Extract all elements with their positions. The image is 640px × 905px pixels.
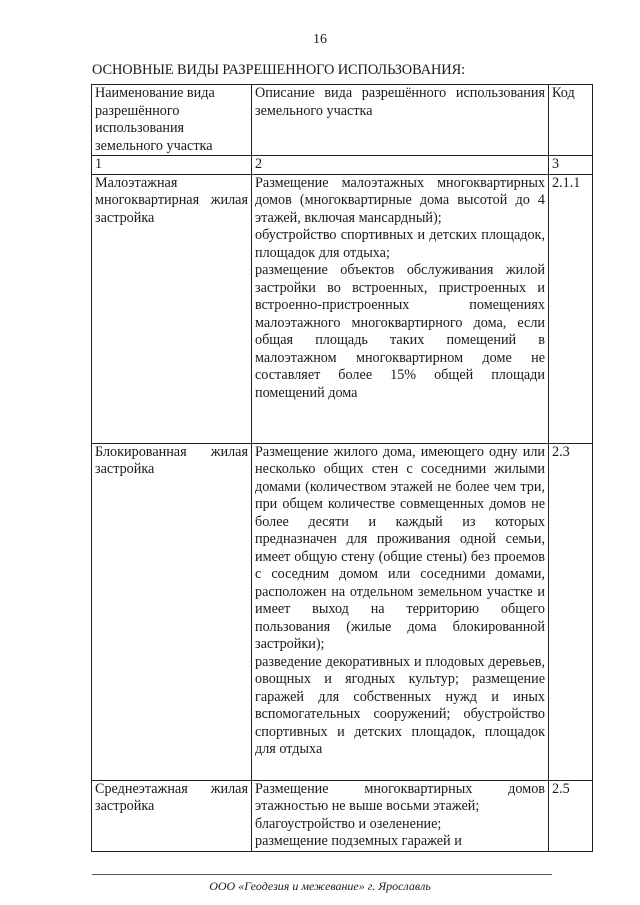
footer-divider [92, 874, 552, 875]
table-row [92, 174, 593, 443]
numbering-cell: 1 [92, 156, 252, 175]
description-paragraph: размещение объектов обслуживания жилой застройки во встроенных, пристроенных и встроенно-пристроенных помещениях малоэтажного многоквартирного дома, если общая площадь таких помещений в малоэтажном многоквартирном доме не составляет более 15% общей площади помещений дома [255, 262, 545, 401]
numbering-cell: 3 [549, 156, 593, 175]
description-paragraph: благоустройство и озеленение; [255, 815, 442, 832]
use-name-cell: Среднеэтажная жилая застройка [92, 780, 252, 851]
land-use-table [91, 84, 593, 852]
description-paragraph: Размещение малоэтажных многоквартирных домов (многоквартирные дома высотой до 4 этажей, включая мансардный); [255, 174, 545, 226]
table-row [92, 443, 593, 780]
table-numbering-row [92, 156, 593, 175]
header-code-cell: Код [549, 85, 593, 156]
use-description-cell [252, 780, 549, 851]
use-code-cell: 2.5 [549, 780, 593, 851]
header-name-cell: Наименование вида разрешённого использования земельного участка [92, 85, 252, 156]
use-code-cell: 2.3 [549, 443, 593, 780]
description-paragraph: Размещение жилого дома, имеющего одну или несколько общих стен с соседними жилыми домами (количеством этажей не более чем три, при общем количестве совмещенных домов не более десяти и каждый из которых предназначен для проживания одной семьи, имеет общую стену (общие стены) без проемов с соседним домом или соседними домами, расположен на отдельном земельном участке и имеет выход на территорию общего пользования (жилые дома блокированной застройки); [255, 443, 545, 652]
page-footer: ООО «Геодезия и межевание» г. Ярославль [209, 879, 431, 893]
use-code-cell: 2.1.1 [549, 174, 593, 443]
use-description-cell [252, 443, 549, 780]
description-paragraph: размещение подземных гаражей и [255, 833, 462, 849]
header-description-cell: Описание вида разрешённого использования земельного участка [252, 85, 549, 156]
use-name-cell: Малоэтажная многоквартирная жилая застройка [92, 174, 252, 443]
table-row [92, 780, 593, 851]
description-paragraph: обустройство спортивных и детских площадок, площадок для отдыха; [255, 227, 545, 261]
use-name-cell: Блокированная жилая застройка [92, 443, 252, 780]
numbering-cell: 2 [252, 156, 549, 175]
use-description-cell [252, 174, 549, 443]
section-heading: ОСНОВНЫЕ ВИДЫ РАЗРЕШЕННОГО ИСПОЛЬЗОВАНИЯ: [92, 62, 465, 78]
description-paragraph: разведение декоративных и плодовых деревьев, овощных и ягодных культур; размещение гаражей для собственных нужд и иных вспомогательных сооружений; обустройство спортивных и детских площадок, площадок для отдыха [255, 653, 545, 757]
page-number: 16 [313, 32, 327, 47]
description-paragraph: Размещение многоквартирных домов этажностью не выше восьми этажей; [255, 780, 545, 814]
table-header-row [92, 85, 593, 156]
